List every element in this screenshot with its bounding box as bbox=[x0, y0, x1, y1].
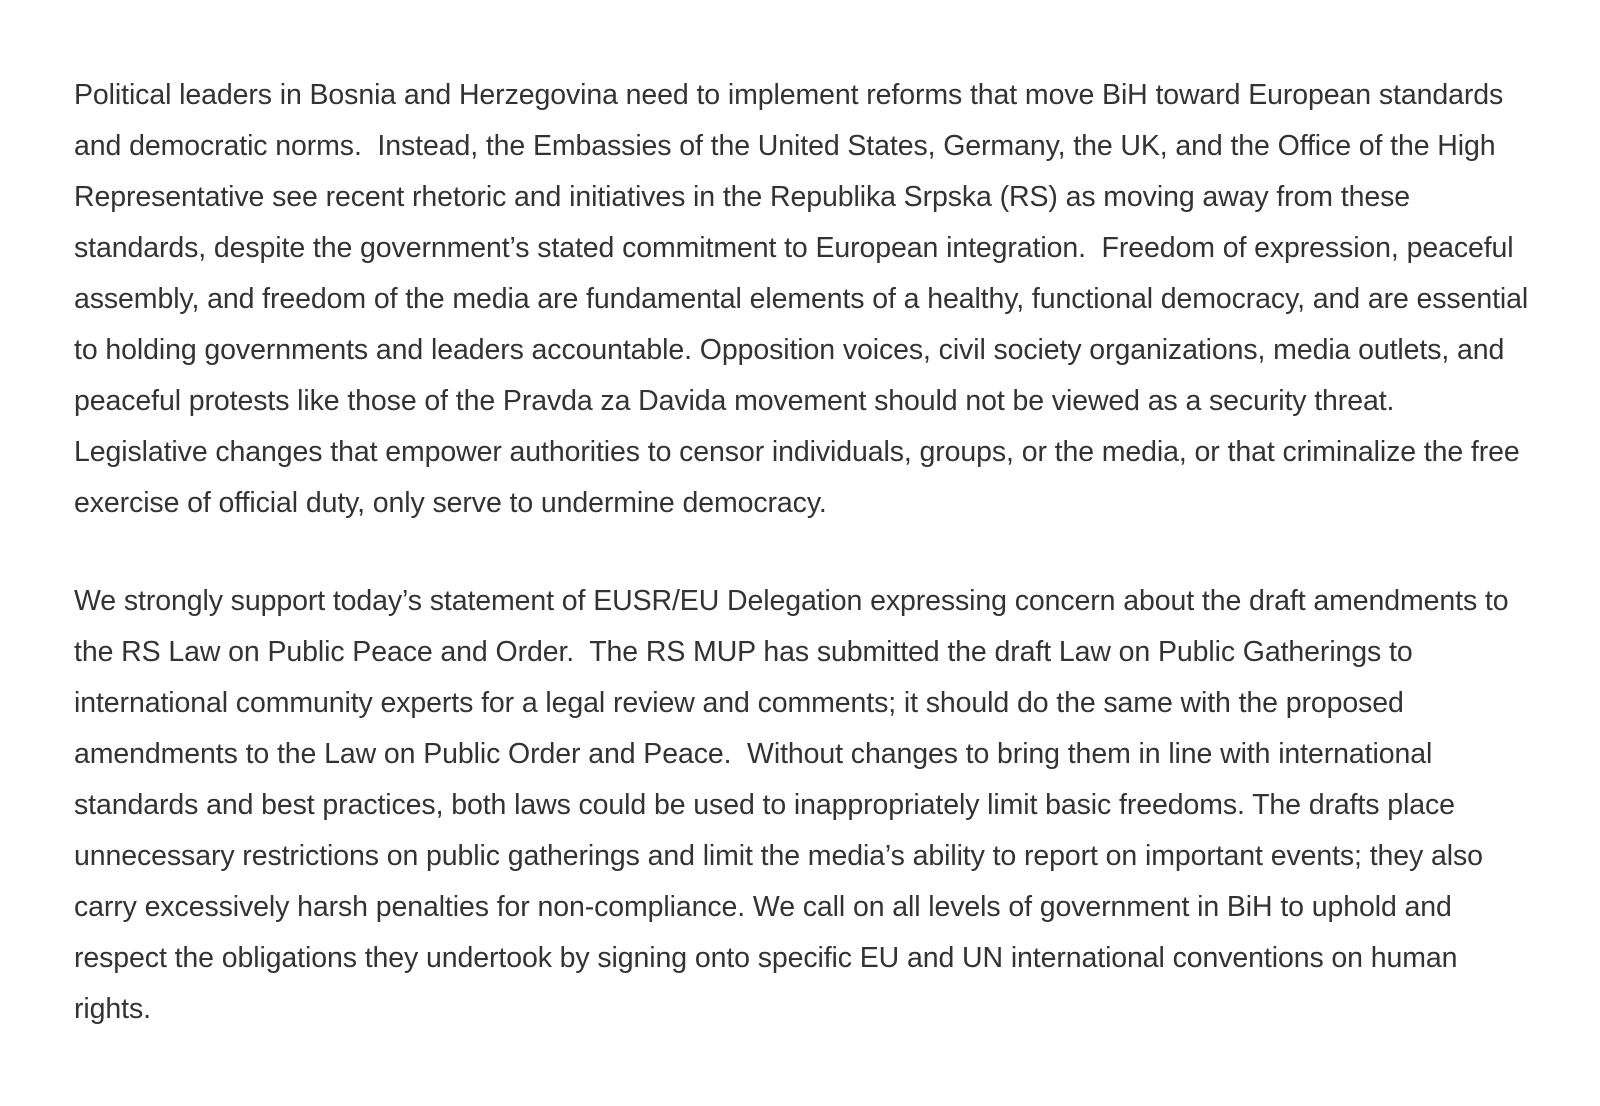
paragraph-2: We strongly support today’s statement of EUSR/EU Delegation expressing concern about the draft amendments to the RS Law on Public Peace and Order. The RS MUP has submitted the draft Law on Public Gatherings to international community experts for a legal review and comments; it should do the same with the proposed amendments to the Law on Public Order and Peace. Without changes to bring them in line with international standards and best practices, both laws could be used to inappropriately limit basic freedoms. The drafts place unnecessary restrictions on public gatherings and limit the media’s ability to report on important events; they also carry excessively harsh penalties for non-compliance. We call on all levels of government in BiH to uphold and respect the obligations they undertook by signing onto specific EU and UN international conventions on human rights. bbox=[74, 585, 1517, 1025]
paragraph-1: Political leaders in Bosnia and Herzegovina need to implement reforms that move BiH toward European standards and democratic norms. Instead, the Embassies of the United States, Germany, the UK, and the Office of the High Representative see recent rhetoric and initiatives in the Republika Srpska (RS) as moving away from these standards, despite the government’s stated commitment to European integration. Freedom of expression, peaceful assembly, and freedom of the media are fundamental elements of a healthy, functional democracy, and are essential to holding governments and leaders accountable. Opposition voices, civil society organizations, media outlets, and peaceful protests like those of the Pravda za Davida movement should not be viewed as a security threat. Legislative changes that empower authorities to censor individuals, groups, or the media, or that criminalize the free exercise of official duty, only serve to undermine democracy. bbox=[74, 79, 1536, 519]
